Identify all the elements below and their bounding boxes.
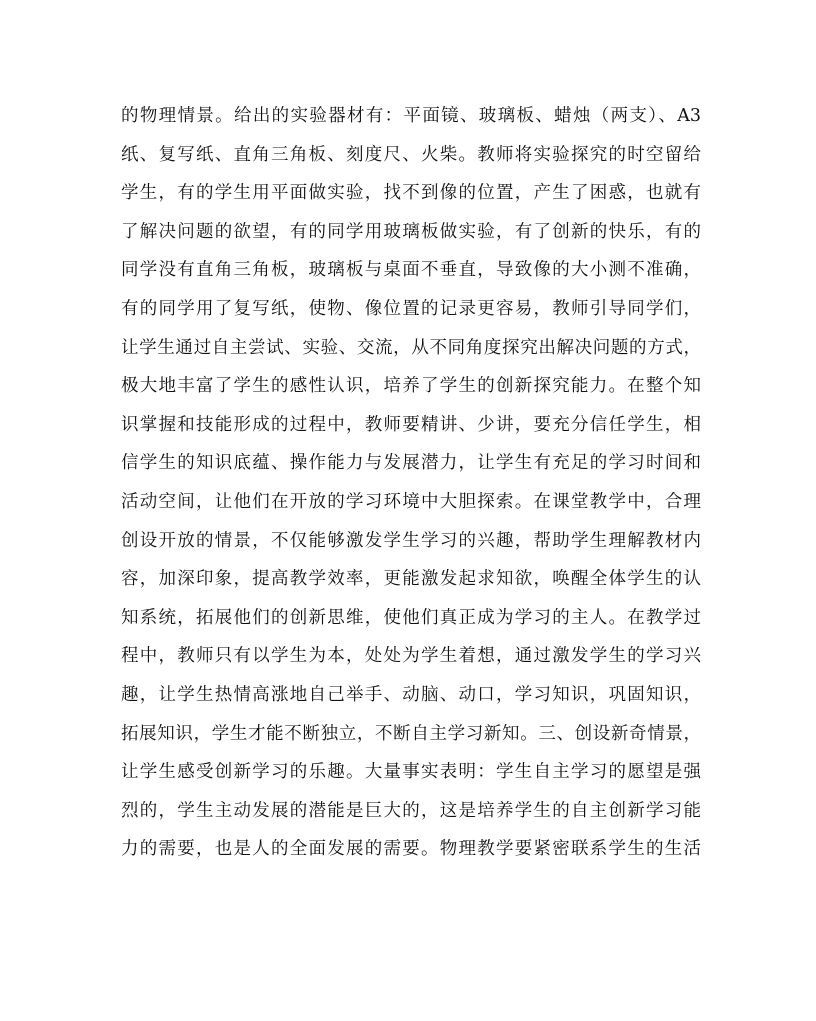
text-line-12: 创设开放的情景，不仅能够激发学生学习的兴趣，帮助学生理解教材内	[121, 530, 701, 551]
text-line-18: 让学生感受创新学习的乐趣。大量事实表明：学生自主学习的愿望是强	[121, 762, 701, 783]
text-line-19: 烈的，学生主动发展的潜能是巨大的，这是培养学生的自主创新学习能	[121, 800, 701, 821]
text-line-10: 信学生的知识底蕴、操作能力与发展潜力，让学生有充足的学习时间和	[121, 453, 701, 474]
text-line-11: 活动空间，让他们在开放的学习环境中大胆探索。在课堂教学中，合理	[121, 491, 701, 512]
text-line-3: 学生，有的学生用平面做实验，找不到像的位置，产生了困惑，也就有	[121, 183, 701, 204]
body-text	[121, 103, 701, 875]
text-line-5: 同学没有直角三角板，玻璃板与桌面不垂直，导致像的大小测不准确，	[121, 260, 701, 281]
text-line-1: 的物理情景。给出的实验器材有：平面镜、玻璃板、蜡烛（两支）、A3	[121, 106, 701, 126]
text-line-9: 识掌握和技能形成的过程中，教师要精讲、少讲，要充分信任学生，相	[121, 414, 701, 435]
text-line-15: 程中，教师只有以学生为本，处处为学生着想，通过激发学生的学习兴	[121, 646, 701, 667]
text-line-2: 纸、复写纸、直角三角板、刻度尺、火柴。教师将实验探究的时空留给	[121, 144, 701, 165]
text-line-17: 拓展知识，学生才能不断独立，不断自主学习新知。三、创设新奇情景，	[121, 723, 701, 744]
text-line-6: 有的同学用了复写纸，使物、像位置的记录更容易，教师引导同学们，	[121, 298, 701, 319]
text-line-4: 了解决问题的欲望，有的同学用玻璃板做实验，有了创新的快乐，有的	[121, 221, 701, 242]
text-line-7: 让学生通过自主尝试、实验、交流，从不同角度探究出解决问题的方式，	[121, 337, 701, 358]
text-line-13: 容，加深印象，提高教学效率，更能激发起求知欲，唤醒全体学生的认	[121, 569, 701, 590]
text-line-16: 趣，让学生热情高涨地自己举手、动脑、动口，学习知识，巩固知识，	[121, 684, 701, 705]
text-line-20: 力的需要，也是人的全面发展的需要。物理教学要紧密联系学生的生活	[121, 839, 701, 860]
text-line-8: 极大地丰富了学生的感性认识，培养了学生的创新探究能力。在整个知	[121, 376, 701, 397]
text-line-14: 知系统，拓展他们的创新思维，使他们真正成为学习的主人。在教学过	[121, 607, 701, 628]
